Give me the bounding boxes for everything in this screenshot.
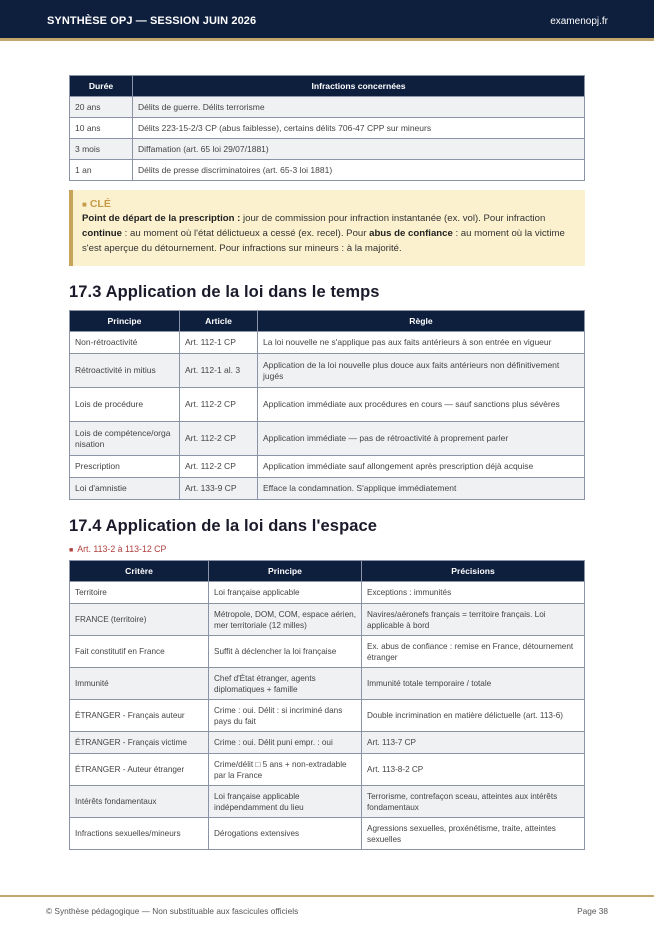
key-title-text: CLÉ bbox=[89, 198, 111, 210]
time-application-table bbox=[69, 310, 585, 500]
table-cell: Art. 112-2 CP bbox=[180, 388, 258, 422]
durations-table bbox=[69, 75, 585, 181]
table-cell: Territoire bbox=[70, 582, 209, 604]
column-header: Principe bbox=[70, 311, 180, 332]
page-number: Page 38 bbox=[577, 906, 608, 916]
table-cell: Application immédiate sauf allongement après prescription déjà acquise bbox=[258, 456, 585, 478]
table-cell: Agressions sexuelles, proxénétisme, traite, atteintes sexuelles bbox=[362, 818, 585, 850]
table-cell: Métropole, DOM, COM, espace aérien, mer territoriale (12 milles) bbox=[209, 604, 362, 636]
table-cell: 20 ans bbox=[70, 97, 133, 118]
table-cell: Dérogations extensives bbox=[209, 818, 362, 850]
table-cell: Double incrimination en matière délictuelle (art. 113-6) bbox=[362, 700, 585, 732]
table-cell: Art. 112-1 al. 3 bbox=[180, 354, 258, 388]
table-cell: Immunité totale temporaire / totale bbox=[362, 668, 585, 700]
table-cell: Délits de guerre. Délits terrorisme bbox=[133, 97, 585, 118]
key-text-3: : au moment où la victime s'est aperçue du détournement. Pour infractions sur mineurs : à la majorité. bbox=[82, 228, 565, 254]
table-row bbox=[70, 160, 585, 181]
table-cell: Art. 113-7 CP bbox=[362, 732, 585, 754]
key-callout-text bbox=[82, 211, 575, 256]
table-row bbox=[70, 139, 585, 160]
table-cell: Chef d'État étranger, agents diplomatiques + famille bbox=[209, 668, 362, 700]
table-row bbox=[70, 700, 585, 732]
page-content bbox=[69, 75, 585, 850]
table-row bbox=[70, 582, 585, 604]
section-title-space: 17.4 Application de la loi dans l'espace bbox=[69, 517, 378, 535]
page-header bbox=[0, 0, 654, 41]
table-cell: Application de la loi nouvelle plus douce aux faits antérieurs non définitivement jugés bbox=[258, 354, 585, 388]
table-cell: Prescription bbox=[70, 456, 180, 478]
table-cell: Application immédiate aux procédures en cours — sauf sanctions plus sévères bbox=[258, 388, 585, 422]
table-row bbox=[70, 754, 585, 786]
header-site: examenopj.fr bbox=[550, 16, 608, 27]
header-title: SYNTHÈSE OPJ — SESSION JUIN 2026 bbox=[47, 15, 257, 27]
page-footer bbox=[0, 895, 654, 916]
table-cell: Délits 223-15-2/3 CP (abus faiblesse), certains délits 706-47 CPP sur mineurs bbox=[133, 118, 585, 139]
square-bullet-icon: ■ bbox=[69, 547, 74, 554]
table-row bbox=[70, 668, 585, 700]
table-row bbox=[70, 636, 585, 668]
table-cell: Crime : oui. Délit : si incriminé dans pays du fait bbox=[209, 700, 362, 732]
table-cell: Art. 112-1 CP bbox=[180, 332, 258, 354]
table-cell: Art. 113-8-2 CP bbox=[362, 754, 585, 786]
table-cell: Non-rétroactivité bbox=[70, 332, 180, 354]
article-reference-text: Art. 113-2 à 113-12 CP bbox=[77, 544, 167, 554]
table-cell: 1 an bbox=[70, 160, 133, 181]
table-cell: FRANCE (territoire) bbox=[70, 604, 209, 636]
table-row bbox=[70, 732, 585, 754]
table-cell: La loi nouvelle ne s'applique pas aux faits antérieurs à son entrée en vigueur bbox=[258, 332, 585, 354]
column-header: Précisions bbox=[362, 561, 585, 582]
table-cell: Diffamation (art. 65 loi 29/07/1881) bbox=[133, 139, 585, 160]
table-row bbox=[70, 478, 585, 500]
column-header: Infractions concernées bbox=[133, 76, 585, 97]
column-header: Durée bbox=[70, 76, 133, 97]
table-row bbox=[70, 818, 585, 850]
table-cell: Loi française applicable indépendamment du lieu bbox=[209, 786, 362, 818]
table-cell: Crime : oui. Délit puni empr. : oui bbox=[209, 732, 362, 754]
column-header: Critère bbox=[70, 561, 209, 582]
key-text-1: jour de commission pour infraction instantanée (ex. vol). Pour infraction bbox=[240, 213, 546, 224]
key-bold-2: continue bbox=[82, 228, 122, 239]
key-bold-1: Point de départ de la prescription : bbox=[82, 213, 241, 224]
space-application-table bbox=[69, 560, 585, 850]
key-callout bbox=[69, 190, 585, 266]
table-cell: ÉTRANGER - Français victime bbox=[70, 732, 209, 754]
table-cell: Lois de procédure bbox=[70, 388, 180, 422]
table-row bbox=[70, 604, 585, 636]
article-reference bbox=[69, 544, 585, 554]
table-cell: Infractions sexuelles/mineurs bbox=[70, 818, 209, 850]
footer-disclaimer: © Synthèse pédagogique — Non substituable aux fascicules officiels bbox=[46, 906, 299, 916]
table-row bbox=[70, 118, 585, 139]
table-cell: Intérêts fondamentaux bbox=[70, 786, 209, 818]
table-cell: Exceptions : immunités bbox=[362, 582, 585, 604]
table-header-row bbox=[70, 311, 585, 332]
table-header-row bbox=[70, 561, 585, 582]
table-cell: Immunité bbox=[70, 668, 209, 700]
table-cell: 3 mois bbox=[70, 139, 133, 160]
table-cell: Suffit à déclencher la loi française bbox=[209, 636, 362, 668]
table-row bbox=[70, 422, 585, 456]
table-cell: Ex. abus de confiance : remise en France, détournement étranger bbox=[362, 636, 585, 668]
table-cell: Art. 112-2 CP bbox=[180, 422, 258, 456]
table-cell: Art. 112-2 CP bbox=[180, 456, 258, 478]
key-text-2: : au moment où l'état délictueux a cessé (ex. recel). Pour bbox=[121, 228, 370, 239]
table-cell: Délits de presse discriminatoires (art. 65-3 loi 1881) bbox=[133, 160, 585, 181]
table-cell: Application immédiate — pas de rétroactivité à proprement parler bbox=[258, 422, 585, 456]
column-header: Article bbox=[180, 311, 258, 332]
table-cell: Rétroactivité in mitius bbox=[70, 354, 180, 388]
table-cell: ÉTRANGER - Français auteur bbox=[70, 700, 209, 732]
table-row bbox=[70, 786, 585, 818]
table-cell: Loi française applicable bbox=[209, 582, 362, 604]
table-row bbox=[70, 332, 585, 354]
table-cell: Terrorisme, contrefaçon sceau, atteintes aux intérêts fondamentaux bbox=[362, 786, 585, 818]
column-header: Règle bbox=[258, 311, 585, 332]
table-cell: Loi d'amnistie bbox=[70, 478, 180, 500]
key-bold-3: abus de confiance bbox=[369, 228, 453, 239]
section-title-time: 17.3 Application de la loi dans le temps bbox=[69, 283, 380, 301]
table-row bbox=[70, 388, 585, 422]
table-cell: Lois de compétence/organisation bbox=[70, 422, 180, 456]
table-cell: Art. 133-9 CP bbox=[180, 478, 258, 500]
table-cell: ÉTRANGER - Auteur étranger bbox=[70, 754, 209, 786]
table-cell: Navires/aéronefs français = territoire français. Loi applicable à bord bbox=[362, 604, 585, 636]
table-row bbox=[70, 97, 585, 118]
table-cell: 10 ans bbox=[70, 118, 133, 139]
key-callout-title bbox=[82, 198, 575, 211]
table-header-row bbox=[70, 76, 585, 97]
table-cell: Efface la condamnation. S'applique immédiatement bbox=[258, 478, 585, 500]
column-header: Principe bbox=[209, 561, 362, 582]
table-row bbox=[70, 456, 585, 478]
table-cell: Fait constitutif en France bbox=[70, 636, 209, 668]
square-icon: ■ bbox=[82, 200, 87, 209]
table-row bbox=[70, 354, 585, 388]
table-cell: Crime/délit □ 5 ans + non-extradable par la France bbox=[209, 754, 362, 786]
